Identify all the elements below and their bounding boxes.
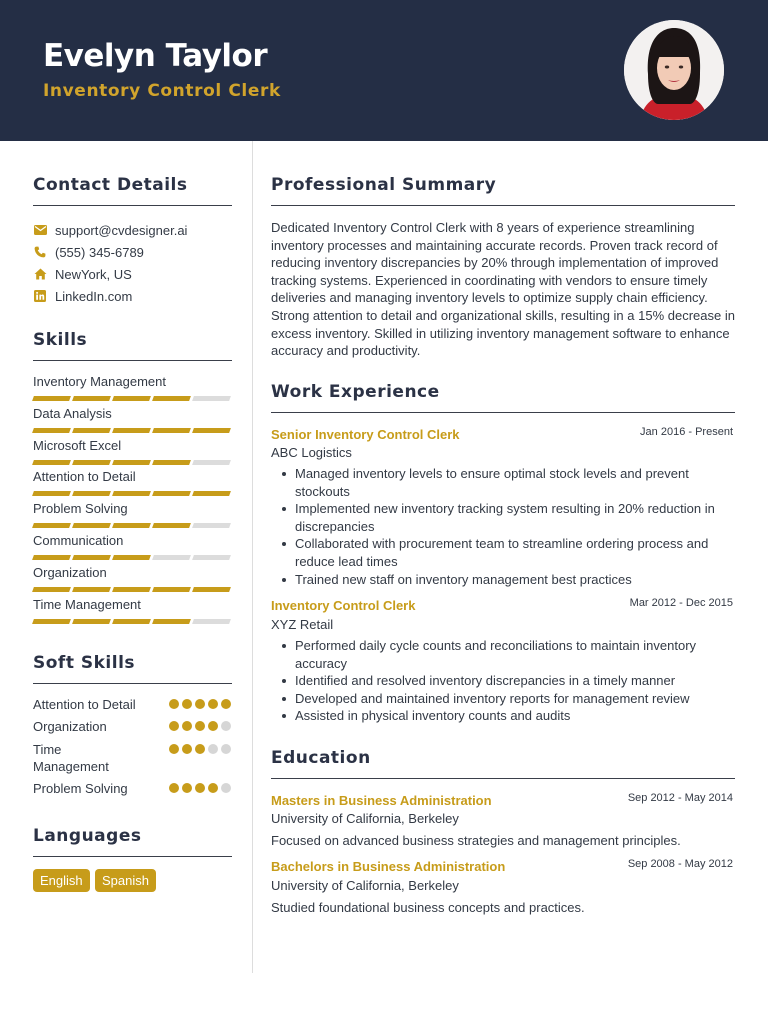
soft-skill-item (33, 696, 231, 713)
education-school: University of California, Berkeley (271, 811, 459, 826)
skill-bar-filled (112, 523, 151, 528)
job-company: ABC Logistics (271, 445, 352, 460)
skill-item (33, 533, 231, 560)
skill-bar-filled (112, 491, 151, 496)
skill-bar-filled (152, 460, 191, 465)
envelope-icon (33, 223, 47, 237)
skill-bar-empty (192, 619, 231, 624)
summary-heading: Professional Summary (271, 175, 497, 195)
rating-dot-filled (195, 744, 205, 754)
education-degree: Bachelors in Business Administration (271, 859, 506, 874)
skill-item (33, 501, 231, 528)
contact-linkedin-text: LinkedIn.com (55, 288, 133, 304)
contact-linkedin[interactable] (33, 287, 132, 305)
job-bullet: Assisted in physical inventory counts and audits (295, 707, 735, 725)
skill-level-bar (33, 396, 231, 401)
education-divider (271, 778, 735, 779)
contact-email-text: support@cvdesigner.ai (55, 222, 188, 238)
skill-bar-filled (32, 460, 71, 465)
skill-bar-empty (192, 396, 231, 401)
skills-divider (33, 360, 232, 361)
rating-dot-filled (208, 783, 218, 793)
rating-dot-filled (195, 783, 205, 793)
skill-item (33, 597, 231, 624)
rating-dot-filled (182, 721, 192, 731)
contact-divider (33, 205, 232, 206)
contact-heading: Contact Details (33, 175, 188, 195)
skill-bar-empty (192, 460, 231, 465)
skill-bar-filled (112, 396, 151, 401)
skill-bar-filled (192, 587, 231, 592)
column-divider (252, 141, 253, 973)
skill-level-bar (33, 523, 231, 528)
job-bullets (295, 465, 735, 588)
phone-icon (33, 245, 47, 259)
skill-level-bar (33, 428, 231, 433)
skill-item (33, 374, 231, 401)
experience-heading: Work Experience (271, 382, 440, 402)
skill-bar-filled (32, 555, 71, 560)
rating-dot-filled (169, 783, 179, 793)
contact-email[interactable] (33, 221, 187, 239)
summary-divider (271, 205, 735, 206)
rating-dot-filled (169, 721, 179, 731)
skill-item (33, 565, 231, 592)
summary-text: Dedicated Inventory Control Clerk with 8 years of experience streamlining inventory processes and maintaining accurate records. Proven track record of reducing inventory discrepancies by 20% through implementation of improved tracking systems. Experienced in coordinating with vendors to ensure timely deliveries and managing inventory levels to optimize supply chain efficiency. Strong attention to detail and organizational skills, resulting in a 15% decrease in excess inventory. Skilled in utilizing inventory management software to enhance accuracy and productivity. (271, 220, 735, 359)
experience-divider (271, 412, 735, 413)
home-icon (33, 267, 47, 281)
education-degree: Masters in Business Administration (271, 793, 492, 808)
skill-level-bar (33, 460, 231, 465)
skill-bar-filled (72, 555, 111, 560)
soft-skill-rating (169, 741, 231, 775)
contact-location-text: NewYork, US (55, 266, 132, 282)
skill-label: Organization (33, 565, 107, 580)
job-bullet: Developed and maintained inventory reports for management review (295, 690, 735, 708)
rating-dot-filled (195, 721, 205, 731)
skill-bar-filled (112, 555, 151, 560)
rating-dot-filled (169, 699, 179, 709)
skills-heading: Skills (33, 330, 88, 350)
skill-item (33, 406, 231, 433)
job-dates: Jan 2016 - Present (640, 426, 733, 438)
skill-label: Inventory Management (33, 374, 166, 389)
job-company: XYZ Retail (271, 617, 334, 632)
skill-bar-filled (152, 523, 191, 528)
rating-dot-empty (221, 721, 231, 731)
job-bullets (295, 637, 735, 725)
skill-bar-filled (32, 491, 71, 496)
job-bullet: Managed inventory levels to ensure optimal stock levels and prevent stockouts (295, 465, 735, 500)
contact-phone[interactable] (33, 243, 144, 261)
rating-dot-empty (221, 783, 231, 793)
rating-dot-filled (169, 744, 179, 754)
job-bullet: Collaborated with procurement team to streamline ordering process and reduce lead times (295, 535, 735, 570)
rating-dot-empty (208, 744, 218, 754)
languages-heading: Languages (33, 826, 142, 846)
skill-bar-filled (112, 619, 151, 624)
education-dates: Sep 2008 - May 2012 (627, 858, 733, 870)
job-bullet: Performed daily cycle counts and reconciliations to maintain inventory accuracy (295, 637, 735, 672)
skill-bar-filled (152, 396, 191, 401)
skill-bar-filled (192, 428, 231, 433)
rating-dot-filled (195, 699, 205, 709)
resume-header (0, 0, 768, 141)
skill-bar-empty (192, 523, 231, 528)
job-bullet: Trained new staff on inventory management best practices (295, 571, 735, 589)
soft-skill-label: Problem Solving (33, 781, 128, 796)
rating-dot-empty (221, 744, 231, 754)
skill-bar-empty (192, 555, 231, 560)
skill-bar-filled (32, 587, 71, 592)
skill-bar-filled (32, 396, 71, 401)
skill-bar-empty (152, 555, 191, 560)
profile-photo (624, 20, 724, 120)
soft-skills-divider (33, 683, 232, 684)
soft-skill-rating (169, 780, 231, 797)
skill-bar-filled (152, 587, 191, 592)
education-dates: Sep 2012 - May 2014 (627, 792, 733, 804)
language-badge-spanish: Spanish (95, 869, 156, 892)
skill-bar-filled (72, 523, 111, 528)
skill-label: Time Management (33, 597, 141, 612)
job-bullet: Implemented new inventory tracking system resulting in 20% reduction in discrepancies (295, 500, 735, 535)
skill-bar-filled (72, 587, 111, 592)
soft-skill-label: Attention to Detail (33, 697, 136, 712)
skill-label: Problem Solving (33, 501, 128, 516)
skill-bar-filled (72, 491, 111, 496)
languages-divider (33, 856, 232, 857)
rating-dot-filled (182, 699, 192, 709)
education-school: University of California, Berkeley (271, 878, 459, 893)
skill-label: Attention to Detail (33, 469, 136, 484)
skill-bar-filled (72, 396, 111, 401)
candidate-name: Evelyn Taylor (43, 38, 268, 74)
contact-phone-text: (555) 345-6789 (55, 244, 144, 260)
skill-bar-filled (152, 619, 191, 624)
soft-skill-item (33, 741, 231, 775)
soft-skill-label: Time Management (33, 742, 109, 774)
skill-bar-filled (32, 428, 71, 433)
rating-dot-filled (182, 783, 192, 793)
education-description: Focused on advanced business strategies and management principles. (271, 833, 681, 848)
soft-skills-heading: Soft Skills (33, 653, 136, 673)
skill-bar-filled (72, 460, 111, 465)
skill-level-bar (33, 491, 231, 496)
rating-dot-filled (221, 699, 231, 709)
language-badge-english: English (33, 869, 90, 892)
job-bullet: Identified and resolved inventory discrepancies in a timely manner (295, 672, 735, 690)
soft-skill-label: Organization (33, 719, 107, 734)
profile-photo-image (624, 20, 724, 120)
skill-label: Communication (33, 533, 124, 548)
soft-skill-item (33, 780, 231, 797)
job-dates: Mar 2012 - Dec 2015 (629, 597, 733, 609)
skill-bar-filled (192, 491, 231, 496)
rating-dot-filled (182, 744, 192, 754)
rating-dot-filled (208, 699, 218, 709)
skill-bar-filled (112, 587, 151, 592)
skill-bar-filled (152, 428, 191, 433)
skill-bar-filled (152, 491, 191, 496)
skill-level-bar (33, 555, 231, 560)
soft-skill-rating (169, 696, 231, 713)
job-role: Inventory Control Clerk (271, 598, 416, 613)
soft-skill-item (33, 718, 231, 735)
skill-bar-filled (112, 428, 151, 433)
skill-label: Microsoft Excel (33, 438, 122, 453)
skill-label: Data Analysis (33, 406, 112, 421)
skill-bar-filled (72, 428, 111, 433)
linkedin-icon (33, 289, 47, 303)
skill-bar-filled (32, 523, 71, 528)
education-description: Studied foundational business concepts and practices. (271, 900, 585, 915)
skill-item (33, 438, 231, 465)
skill-bar-filled (112, 460, 151, 465)
skill-level-bar (33, 587, 231, 592)
skill-item (33, 469, 231, 496)
skill-bar-filled (72, 619, 111, 624)
education-heading: Education (271, 748, 371, 768)
job-role: Senior Inventory Control Clerk (271, 427, 460, 442)
candidate-job-title: Inventory Control Clerk (43, 81, 281, 101)
skill-bar-filled (32, 619, 71, 624)
contact-location (33, 265, 132, 283)
rating-dot-filled (208, 721, 218, 731)
soft-skill-rating (169, 718, 231, 735)
skill-level-bar (33, 619, 231, 624)
